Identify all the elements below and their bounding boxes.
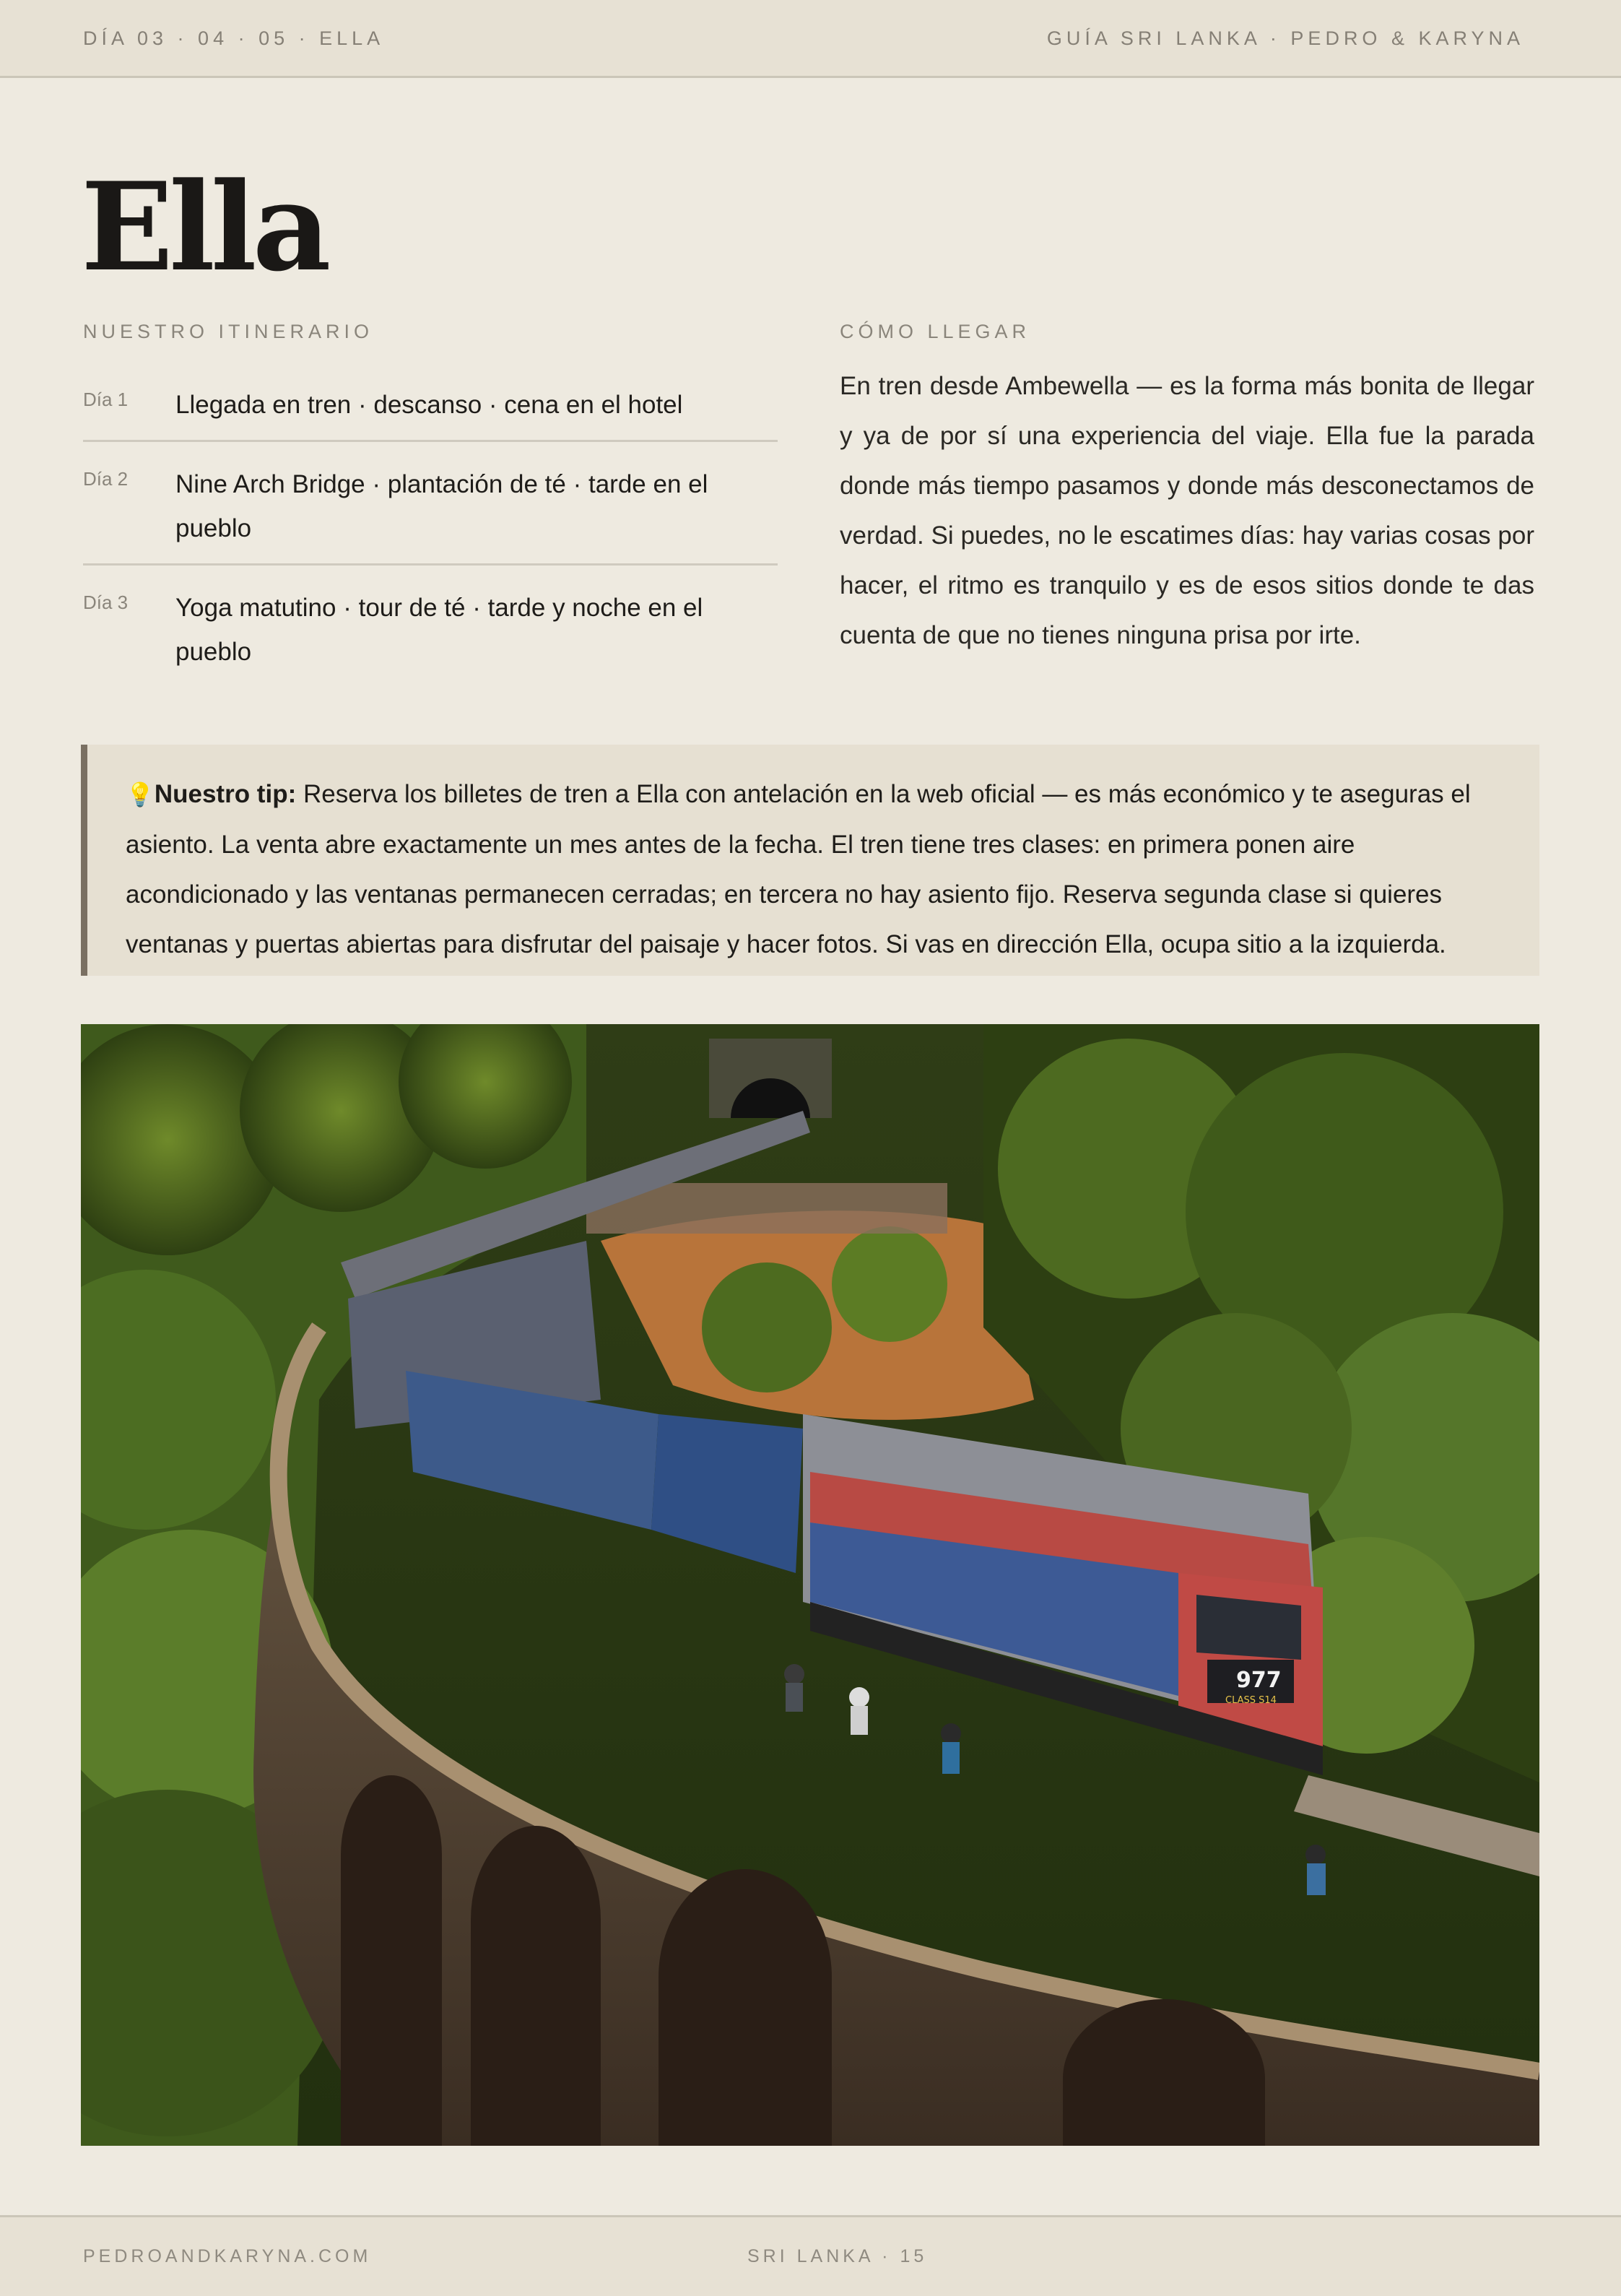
footer-website: PEDROANDKARYNA.COM [83, 2246, 372, 2266]
train-bridge-photo [81, 1024, 1539, 2146]
tip-label: Nuestro tip: [154, 780, 297, 808]
itinerary-day: Día 2 [83, 468, 129, 490]
itinerary-row [83, 442, 778, 566]
header-guide-title: GUÍA SRI LANKA · PEDRO & KARYNA [1046, 27, 1524, 49]
page-header [0, 0, 1621, 78]
tip-callout [81, 745, 1539, 976]
locomotive-class: CLASS S14 [1225, 1695, 1277, 1706]
itinerary-row [83, 566, 778, 687]
itinerary-text: Nine Arch Bridge · plantación de té · tarde en el pueblo [175, 470, 708, 542]
itinerary-label: NUESTRO ITINERARIO [83, 321, 374, 342]
page-footer [0, 2215, 1621, 2296]
itinerary-row [83, 365, 778, 442]
tip-body: Reserva los billetes de tren a Ella con antelación en la web oficial — es más económico y te aseguras el asiento. La venta abre exactamente un mes antes de la fecha. El tren tiene tres clases: en primera ponen aire acondicionado y las ventanas permanecen cerradas; en tercera no hay asiento fijo. Reserva segunda clase si quieres ventanas y puertas abiertas para disfrutar del paisaje y hacer fotos. Si vas en dirección Ella, ocupa sitio a la izquierda. [126, 780, 1471, 958]
footer-page-number: SRI LANKA · 15 [747, 2246, 928, 2266]
lightbulb-icon: 💡 [126, 781, 155, 807]
itinerary-text: Yoga matutino · tour de té · tarde y noche en el pueblo [175, 594, 703, 666]
how-to-get-body: En tren desde Ambewella — es la forma más bonita de llegar y ya de por sí una experiencia del viaje. Ella fue la parada donde más tiempo pasamos y donde más desconectamos de verdad. Si puedes, no le escatimes días: hay varias cosas por hacer, el ritmo es tranquilo y es de esos sitios donde te das cuenta de que no tienes ninguna prisa por irte. [840, 372, 1534, 649]
page-title: Ella [81, 155, 327, 298]
locomotive-number: 977 [1236, 1668, 1282, 1693]
header-section-label: DÍA 03 · 04 · 05 · ELLA [83, 27, 385, 49]
itinerary-list [83, 365, 778, 687]
itinerary-day: Día 1 [83, 389, 129, 410]
itinerary-text: Llegada en tren · descanso · cena en el hotel [175, 391, 683, 419]
how-to-get-label: CÓMO LLEGAR [840, 321, 1031, 342]
itinerary-day: Día 3 [83, 592, 129, 613]
